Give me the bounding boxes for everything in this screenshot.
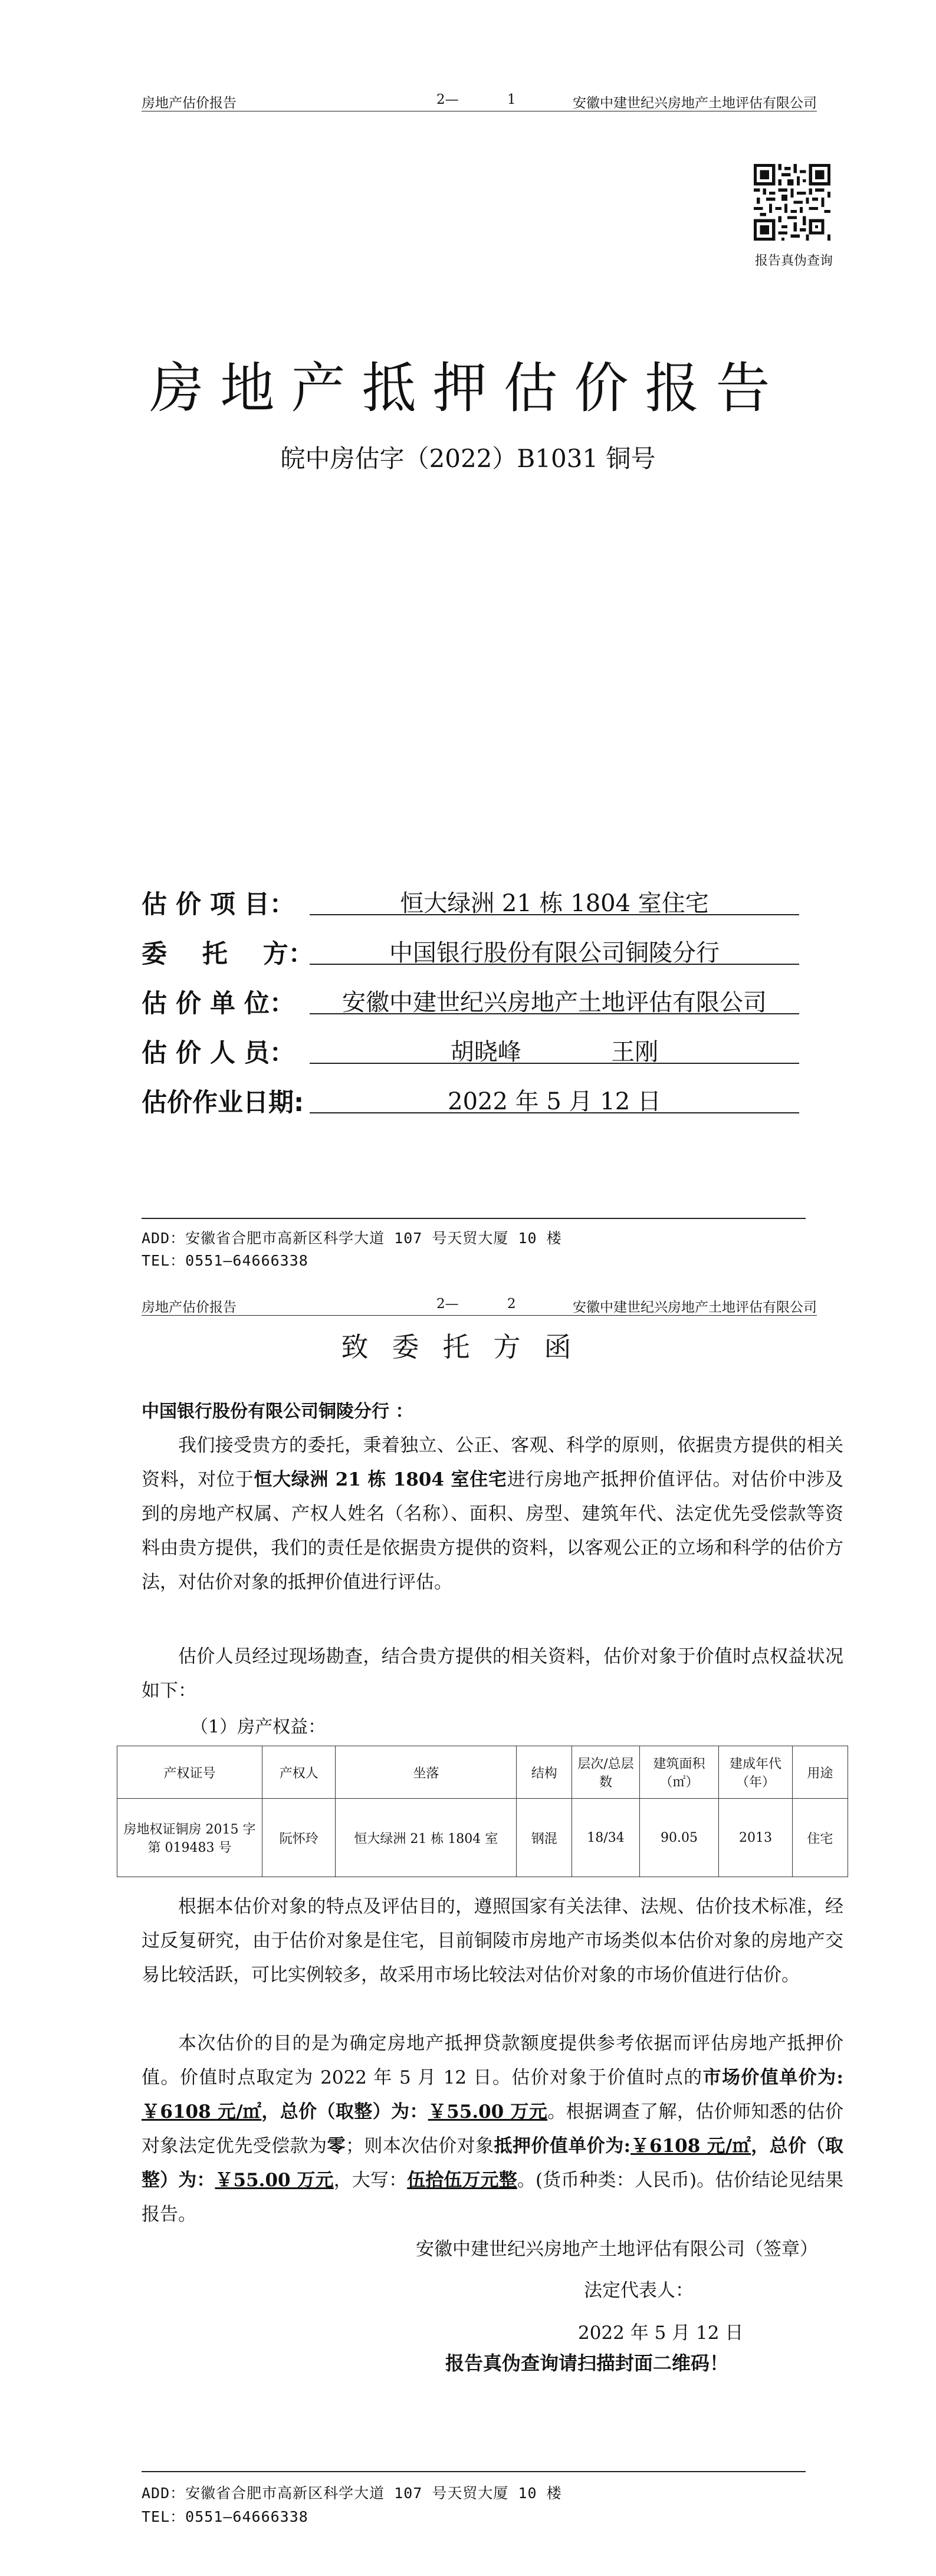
header-page-number: 1 [507, 92, 516, 107]
column-header: 坐落 [336, 1746, 517, 1799]
text-span: ；则本次估价对象 [345, 2135, 494, 2157]
text-span: ，总价（取整）为： [142, 2135, 844, 2191]
page-header [142, 1293, 817, 1316]
info-value: 恒大绿洲 21 栋 1804 室住宅 [310, 885, 799, 915]
table-cell: 18/34 [572, 1799, 639, 1877]
info-row-appraisers [142, 1033, 802, 1083]
info-label: 估价作业日期: [142, 1088, 304, 1118]
footer-phone: TEL：0551—64666338 [142, 2508, 308, 2525]
table-cell: 2013 [719, 1799, 793, 1877]
text-span: ，大写： [333, 2170, 408, 2191]
market-total-price: ￥55.00 万元 [428, 2101, 548, 2122]
signature-company: 安徽中建世纪兴房地产土地评估有限公司（签章） [416, 2239, 818, 2260]
info-label: 估 价 单 位： [142, 989, 295, 1018]
column-header: 结构 [517, 1746, 572, 1799]
table-cell: 90.05 [639, 1799, 719, 1877]
info-label: 委 托 方： [142, 939, 314, 969]
info-row-appraiser-firm [142, 984, 802, 1033]
signature-date: 2022 年 5 月 12 日 [578, 2322, 744, 2344]
info-label: 估 价 项 目： [142, 890, 295, 919]
header-page-number: 2 [507, 1296, 516, 1312]
info-row-project [142, 885, 802, 934]
column-header: 建成年代（年） [719, 1746, 793, 1799]
amount-in-words: 伍拾伍万元整 [407, 2170, 517, 2191]
footer-divider [142, 1218, 806, 1219]
text-span: 。(货币种类：人民币)。估价结论见结果报告。 [142, 2170, 843, 2225]
text-span: 我们接受贵方的委托，秉着独立、公正、客观、科学的原则，依据贵方提供的相关资料，对位于 [142, 1435, 843, 1490]
mortgage-unit-price: ￥6108 元/㎡ [630, 2135, 751, 2157]
paragraph-conclusion [142, 2026, 843, 2232]
verify-note: 报告真伪查询请扫描封面二维码！ [445, 2352, 729, 2374]
property-address: 恒大绿洲 21 栋 1804 室住宅 [254, 1469, 507, 1490]
mortgage-total-price: ￥55.00 万元 [215, 2170, 334, 2191]
info-value: 2022 年 5 月 12 日 [310, 1083, 799, 1113]
letter-page [0, 1279, 936, 2576]
addressee: 中国银行股份有限公司铜陵分行 ： [142, 1401, 413, 1422]
header-page-prefix: 2— [436, 92, 459, 107]
table-cell: 恒大绿洲 21 栋 1804 室 [336, 1799, 517, 1877]
table-row [117, 1799, 848, 1877]
qr-caption: 报告真伪查询 [754, 254, 833, 268]
info-value: 中国银行股份有限公司铜陵分行 [310, 934, 799, 965]
priority-claim-amount: 零 [327, 2135, 346, 2157]
cover-page [0, 0, 936, 1279]
header-page-prefix: 2— [436, 1296, 459, 1312]
paragraph-intro [142, 1428, 843, 1599]
info-row-client [142, 934, 802, 984]
header-right: 安徽中建世纪兴房地产土地评估有限公司 [573, 96, 817, 111]
mortgage-unit-price-label: 抵押价值单价为: [494, 2135, 631, 2157]
report-info-block [142, 885, 802, 1132]
text-span: 进行房地产抵押价值评估。对估价中涉及到的房地产权属、产权人姓名（名称）、面积、房型、建筑年代、法定优先受偿款等资料由贵方提供，我们的责任是依据贵方提供的资料，以客观公正的立场和科学的估价方法，对估价对象的抵押价值进行评估。 [142, 1469, 844, 1593]
legal-representative: 法定代表人： [584, 2280, 694, 2301]
table-cell: 钢混 [517, 1799, 572, 1877]
header-left: 房地产估价报告 [142, 96, 237, 111]
paragraph-inspection: 估价人员经过现场勘查，结合贵方提供的相关资料，估价对象于价值时点权益状况如下： [142, 1646, 843, 1701]
table-header-row [117, 1746, 848, 1799]
property-rights-table [117, 1746, 848, 1877]
page-header [142, 88, 817, 111]
market-unit-price-label: 市场价值单价为: [702, 2067, 843, 2088]
info-row-date [142, 1083, 802, 1132]
rights-caption: （1）房产权益： [191, 1717, 326, 1737]
market-unit-price: ￥6108 元/㎡ [142, 2101, 262, 2122]
paragraph-methodology: 根据本估价对象的特点及评估目的，遵照国家有关法律、法规、估价技术标准，经过反复研究，由于估价对象是住宅，目前铜陵市房地产市场类似本估价对象的房地产交易比较活跃，可比实例较多，故采用市场比较法对估价对象的市场价值进行估价。 [142, 1896, 843, 1986]
text-span: 本次估价的目的是为确定房地产抵押贷款额度提供参考依据而评估房地产抵押价值。价值时点取定为 2022 年 5 月 12 日。估价对象于价值时点的 [142, 2033, 843, 2088]
footer-phone: TEL：0551—64666338 [142, 1252, 308, 1269]
column-header: 层次/总层数 [572, 1746, 639, 1799]
column-header: 用途 [792, 1746, 848, 1799]
footer-divider [142, 2471, 806, 2472]
table-cell: 房地权证铜房 2015 字第 019483 号 [117, 1799, 262, 1877]
table-cell: 住宅 [792, 1799, 848, 1877]
text-span: ，总价（取整）为： [261, 2101, 428, 2122]
header-right: 安徽中建世纪兴房地产土地评估有限公司 [573, 1300, 817, 1315]
report-title: 房地产抵押估价报告 [149, 357, 787, 420]
report-number: 皖中房估字（2022）B1031 铜号 [280, 444, 656, 473]
column-header: 产权证号 [117, 1746, 262, 1799]
info-value: 胡晓峰 王刚 [310, 1033, 799, 1064]
qr-code-icon[interactable] [754, 164, 830, 241]
text-span: 。根据调查了解，估价师知悉的估价对象法定优先受偿款为 [142, 2101, 843, 2157]
footer-address: ADD：安徽省合肥市高新区科学大道 107 号天贸大厦 10 楼 [142, 1230, 562, 1247]
info-label: 估 价 人 员： [142, 1039, 295, 1068]
letter-title: 致委托方函 [341, 1331, 595, 1363]
table-cell: 阮怀玲 [262, 1799, 336, 1877]
info-value: 安徽中建世纪兴房地产土地评估有限公司 [310, 984, 799, 1014]
header-left: 房地产估价报告 [142, 1300, 237, 1315]
column-header: 建筑面积（㎡） [639, 1746, 719, 1799]
column-header: 产权人 [262, 1746, 336, 1799]
footer-address: ADD：安徽省合肥市高新区科学大道 107 号天贸大厦 10 楼 [142, 2485, 562, 2502]
